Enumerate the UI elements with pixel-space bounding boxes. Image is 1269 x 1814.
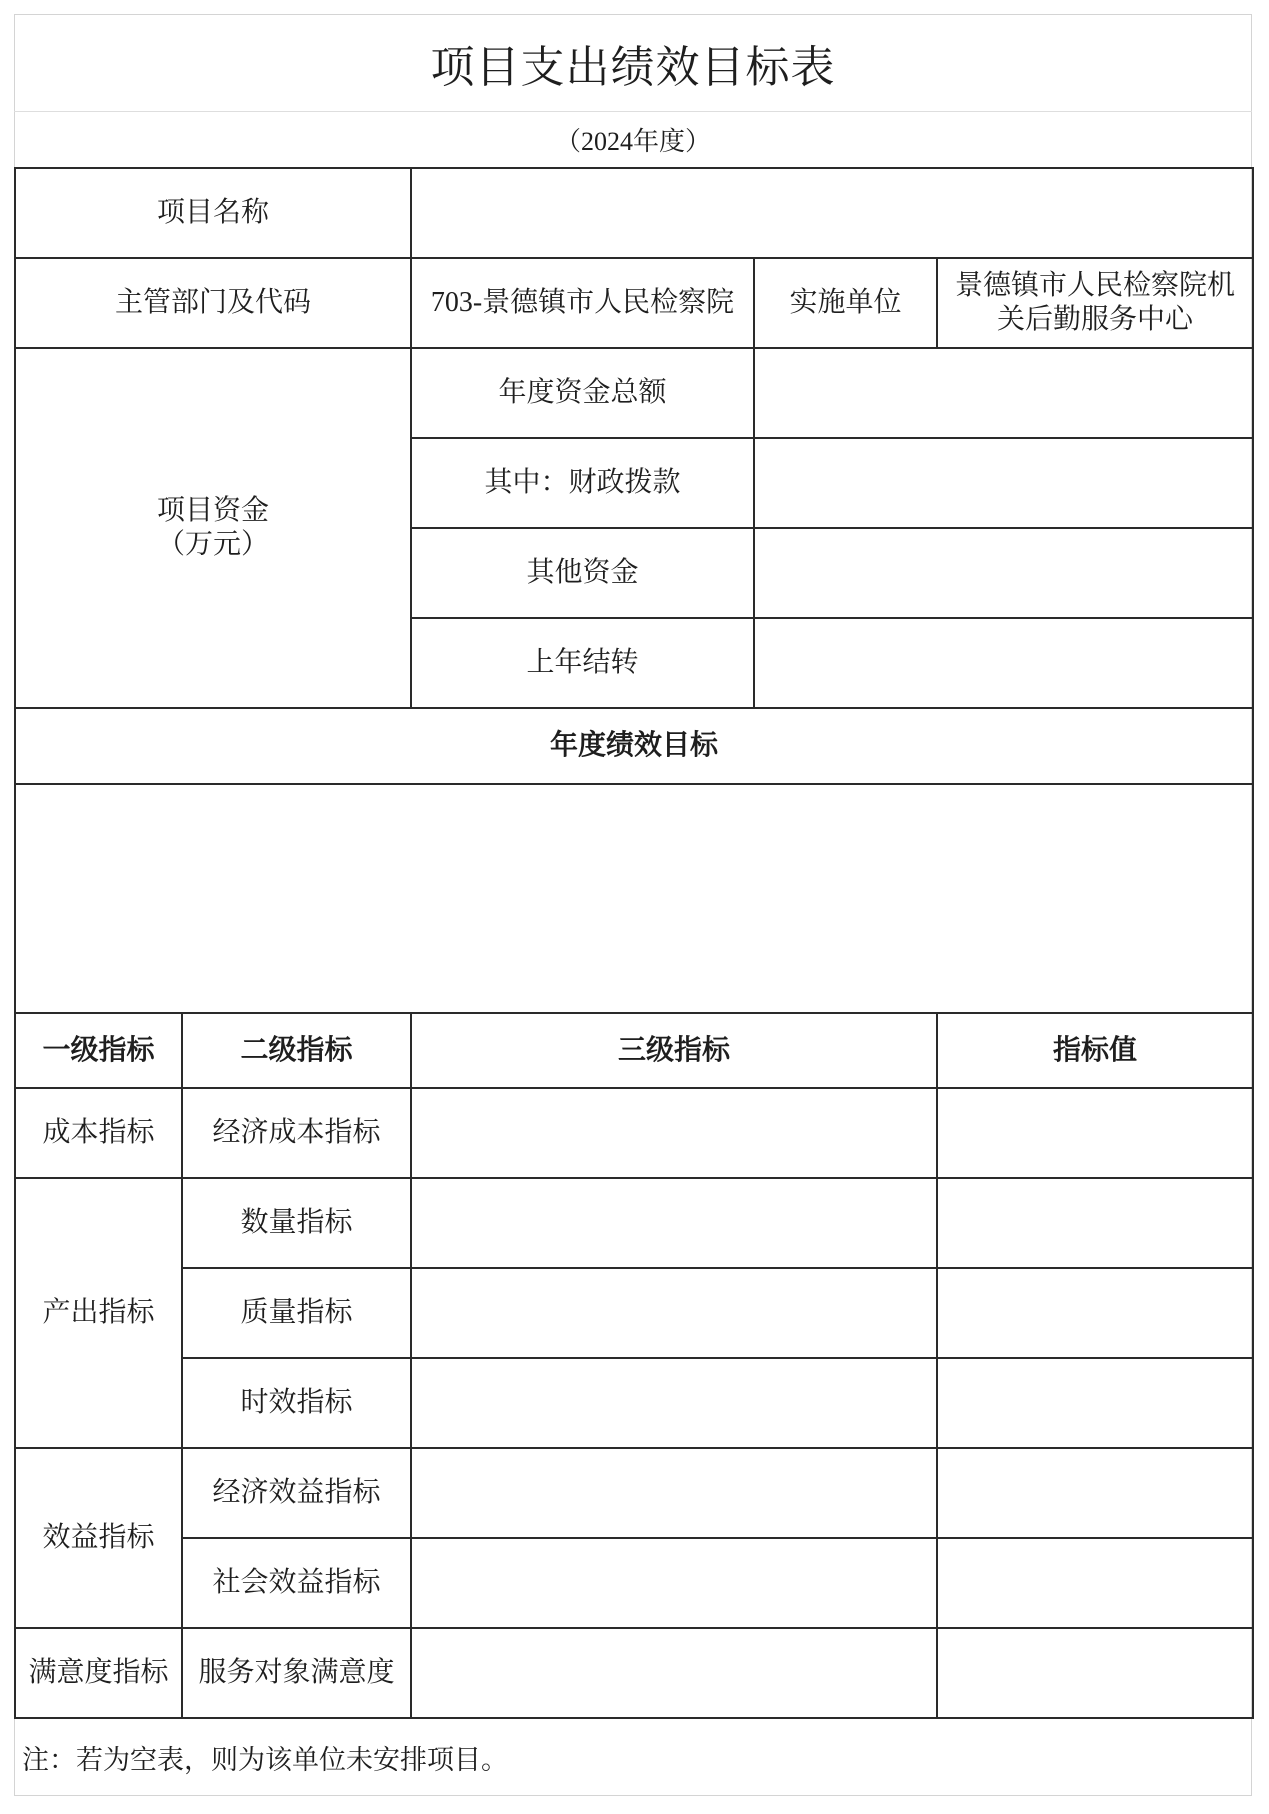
- header-level3: 三级指标: [411, 1013, 937, 1088]
- funds-source-label: 上年结转: [411, 618, 754, 708]
- indicator-value: [937, 1448, 1253, 1538]
- annual-goal-label: 年度绩效目标: [15, 708, 1253, 784]
- funds-source-label: 年度资金总额: [411, 348, 754, 438]
- indicator-row: [15, 1178, 1253, 1268]
- project-name-label: 项目名称: [15, 168, 411, 258]
- project-funds-title: 项目资金: [157, 495, 270, 527]
- funds-source-value: [754, 438, 1253, 528]
- level2-indicator: 经济效益指标: [182, 1448, 411, 1538]
- level2-indicator: 服务对象满意度: [182, 1628, 411, 1718]
- funds-source-value: [754, 348, 1253, 438]
- indicator-row: [15, 1088, 1253, 1178]
- level2-indicator: 数量指标: [182, 1178, 411, 1268]
- project-funds-unit: （万元）: [157, 529, 270, 560]
- level1-indicator: 满意度指标: [15, 1628, 182, 1718]
- indicator-row: [15, 1538, 1253, 1628]
- indicator-value: [937, 1268, 1253, 1358]
- implementing-unit-value: 景德镇市人民检察院机关后勤服务中心: [937, 258, 1253, 348]
- header-value: 指标值: [937, 1013, 1253, 1088]
- level3-indicator: [411, 1358, 937, 1448]
- department-label: 主管部门及代码: [15, 258, 411, 348]
- funds-source-label: 其他资金: [411, 528, 754, 618]
- level2-indicator: 经济成本指标: [182, 1088, 411, 1178]
- indicator-value: [937, 1628, 1253, 1718]
- annual-goal-title-row: [15, 708, 1253, 784]
- indicator-value: [937, 1088, 1253, 1178]
- indicator-value: [937, 1358, 1253, 1448]
- header-level2: 二级指标: [182, 1013, 411, 1088]
- level3-indicator: [411, 1178, 937, 1268]
- annual-goal-content: [15, 784, 1253, 1013]
- indicator-row: [15, 1628, 1253, 1718]
- annual-goal-content-row: [15, 784, 1253, 1013]
- indicator-header-row: [15, 1013, 1253, 1088]
- level3-indicator: [411, 1268, 937, 1358]
- implementing-unit-label: 实施单位: [754, 258, 937, 348]
- funds-row: [15, 348, 1253, 438]
- funds-source-value: [754, 618, 1253, 708]
- department-value: 703-景德镇市人民检察院: [411, 258, 754, 348]
- indicator-value: [937, 1538, 1253, 1628]
- level3-indicator: [411, 1448, 937, 1538]
- table-body: [15, 168, 1253, 1718]
- indicator-value: [937, 1178, 1253, 1268]
- level3-indicator: [411, 1538, 937, 1628]
- department-row: [15, 258, 1253, 348]
- project-name-row: [15, 168, 1253, 258]
- level3-indicator: [411, 1088, 937, 1178]
- indicator-row: [15, 1448, 1253, 1538]
- footnote: 注：若为空表，则为该单位未安排项目。: [22, 1745, 508, 1775]
- indicator-row: [15, 1358, 1253, 1448]
- level2-indicator: 质量指标: [182, 1268, 411, 1358]
- project-name-value: [411, 168, 1253, 258]
- form-year: （2024年度）: [554, 127, 711, 156]
- level1-indicator: 效益指标: [15, 1448, 182, 1628]
- funds-source-value: [754, 528, 1253, 618]
- level3-indicator: [411, 1628, 937, 1718]
- funds-source-label: 其中：财政拨款: [411, 438, 754, 528]
- level2-indicator: 时效指标: [182, 1358, 411, 1448]
- performance-target-table: [14, 167, 1254, 1719]
- project-funds-label: [15, 348, 411, 708]
- header-level1: 一级指标: [15, 1013, 182, 1088]
- level2-indicator: 社会效益指标: [182, 1538, 411, 1628]
- indicator-row: [15, 1268, 1253, 1358]
- level1-indicator: 产出指标: [15, 1178, 182, 1448]
- level1-indicator: 成本指标: [15, 1088, 182, 1178]
- form-title: 项目支出绩效目标表: [14, 14, 1252, 112]
